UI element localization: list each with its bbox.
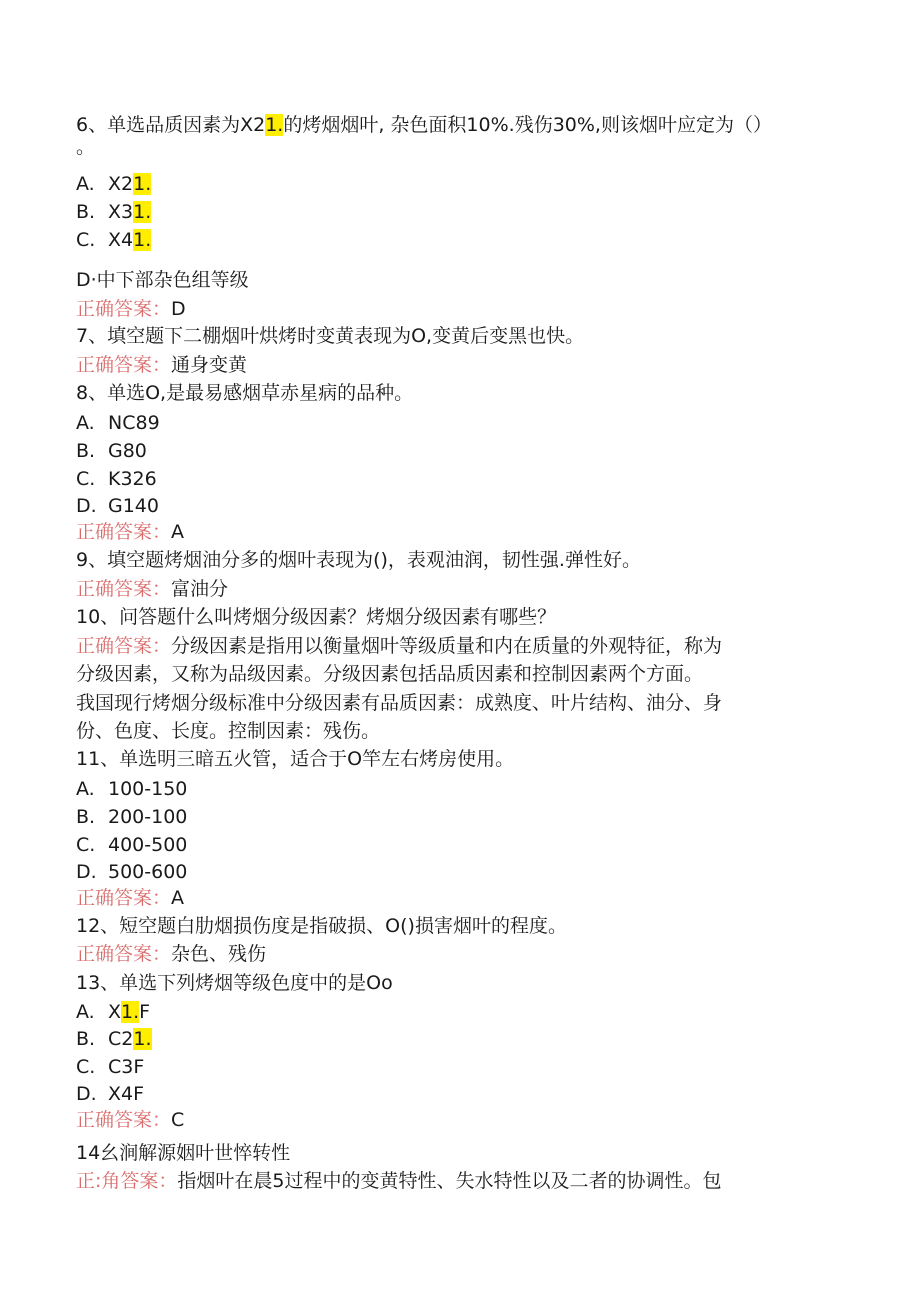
q6-stem-part-b: 的烤烟烟叶, 杂色面积10%.残伤30%,则该烟叶应定为（） xyxy=(283,114,772,136)
q6-option-a xyxy=(76,171,151,197)
option-text: X4 xyxy=(108,229,134,251)
q6-option-d: D·中下部杂色组等级 xyxy=(76,269,249,291)
option-text: X4F xyxy=(108,1083,145,1105)
q13-option-d xyxy=(76,1081,144,1107)
option-text-suffix: F xyxy=(139,1001,151,1023)
answer-value: 杂色、残伤 xyxy=(171,943,267,965)
option-text: X xyxy=(108,1001,122,1023)
answer-label: 正确答案： xyxy=(76,521,172,543)
answer-value: 分级因素是指用以衡量烟叶等级质量和内在质量的外观特征，称为 xyxy=(171,635,723,657)
q7-stem: 7、填空题下二棚烟叶烘烤时变黄表现为O,变黄后变黑也快。 xyxy=(76,325,585,347)
q14-stem: 14幺涧解源姻叶世悴转性 xyxy=(76,1142,291,1164)
option-text: C3F xyxy=(108,1056,145,1078)
option-text: 200-100 xyxy=(108,806,188,828)
q12-answer xyxy=(76,941,266,967)
option-letter: D. xyxy=(76,861,97,883)
q10-answer-line-1 xyxy=(76,633,722,659)
q8-option-d xyxy=(76,493,159,519)
q8-option-a xyxy=(76,410,160,436)
q10-answer-line-2: 分级因素，又称为品级因素。分级因素包括品质因素和控制因素两个方面。 xyxy=(76,663,704,685)
q6-stem xyxy=(76,112,772,138)
q12-stem: 12、短空题白肋烟损伤度是指破损、O()损害烟叶的程度。 xyxy=(76,915,567,937)
q6-stem-continued: 。 xyxy=(76,136,96,158)
q10-answer-line-4: 份、色度、长度。控制因素：残伤。 xyxy=(76,720,381,742)
option-highlight: 1. xyxy=(121,1001,140,1023)
option-text: 500-600 xyxy=(108,861,188,883)
option-letter: B. xyxy=(76,201,96,223)
q11-option-d xyxy=(76,859,187,885)
option-text: X2 xyxy=(108,173,134,195)
q10-answer-line-3: 我国现行烤烟分级标准中分级因素有品质因素：成熟度、叶片结构、油分、身 xyxy=(76,692,723,714)
q11-option-b xyxy=(76,804,187,830)
option-letter: B. xyxy=(76,440,96,462)
q8-option-b xyxy=(76,438,147,464)
option-text: G140 xyxy=(108,495,159,517)
option-highlight: 1. xyxy=(133,201,152,223)
answer-label: 正确答案： xyxy=(76,578,172,600)
option-text: NC89 xyxy=(108,412,160,434)
option-letter: C. xyxy=(76,1056,96,1078)
answer-value: 富油分 xyxy=(171,578,229,600)
option-letter: D. xyxy=(76,495,97,517)
q13-stem: 13、单选下列烤烟等级色度中的是Oo xyxy=(76,972,393,994)
option-letter: A. xyxy=(76,173,95,195)
q9-answer xyxy=(76,576,228,602)
option-highlight: 1. xyxy=(133,229,152,251)
q8-stem: 8、单选O,是最易感烟草赤星病的品种。 xyxy=(76,382,414,404)
option-letter: C. xyxy=(76,229,96,251)
answer-label: 正:角答案： xyxy=(76,1170,178,1192)
option-text: G80 xyxy=(108,440,147,462)
q7-answer xyxy=(76,352,247,378)
q11-option-c xyxy=(76,832,187,858)
option-highlight: 1. xyxy=(133,173,152,195)
answer-value: D xyxy=(171,298,186,320)
q13-answer xyxy=(76,1107,184,1133)
answer-label: 正确答案： xyxy=(76,887,172,909)
option-text: X3 xyxy=(108,201,134,223)
option-letter: A. xyxy=(76,412,95,434)
q8-answer xyxy=(76,519,184,545)
q11-answer xyxy=(76,885,184,911)
option-letter: B. xyxy=(76,1028,96,1050)
answer-label: 正确答案： xyxy=(76,298,172,320)
option-letter: A. xyxy=(76,778,95,800)
answer-label: 正确答案： xyxy=(76,635,172,657)
answer-value: A xyxy=(171,521,185,543)
option-text: C2 xyxy=(108,1028,134,1050)
option-letter: A. xyxy=(76,1001,95,1023)
answer-value: 通身变黄 xyxy=(171,354,248,376)
option-text: 400-500 xyxy=(108,834,188,856)
answer-value: A xyxy=(171,887,185,909)
q6-stem-part-a: 6、单选品质因素为X2 xyxy=(76,114,266,136)
q10-stem: 10、问答题什么叫烤烟分级因素？烤烟分级因素有哪些？ xyxy=(76,606,557,628)
q11-stem: 11、单选明三暗五火管，适合于O竿左右烤房使用。 xyxy=(76,748,515,770)
q14-answer xyxy=(76,1168,722,1194)
option-text: K326 xyxy=(108,468,157,490)
q6-answer xyxy=(76,296,186,322)
q13-option-a xyxy=(76,999,150,1025)
q6-stem-highlight: 1. xyxy=(265,114,284,136)
answer-label: 正确答案： xyxy=(76,354,172,376)
option-letter: C. xyxy=(76,468,96,490)
q13-option-b xyxy=(76,1026,152,1052)
option-letter: C. xyxy=(76,834,96,856)
q8-option-c xyxy=(76,466,157,492)
option-letter: D. xyxy=(76,1083,97,1105)
q6-option-b xyxy=(76,199,151,225)
q13-option-c xyxy=(76,1054,144,1080)
answer-value: C xyxy=(171,1109,185,1131)
q9-stem: 9、填空题烤烟油分多的烟叶表现为()，表观油润，韧性强.弹性好。 xyxy=(76,549,641,571)
option-highlight: 1. xyxy=(133,1028,152,1050)
option-text: 100-150 xyxy=(108,778,188,800)
q11-option-a xyxy=(76,776,187,802)
answer-value: 指烟叶在晨5过程中的变黄特性、失水特性以及二者的协调性。包 xyxy=(177,1170,722,1192)
answer-label: 正确答案： xyxy=(76,1109,172,1131)
answer-label: 正确答案： xyxy=(76,943,172,965)
q6-option-c xyxy=(76,227,151,253)
option-letter: B. xyxy=(76,806,96,828)
